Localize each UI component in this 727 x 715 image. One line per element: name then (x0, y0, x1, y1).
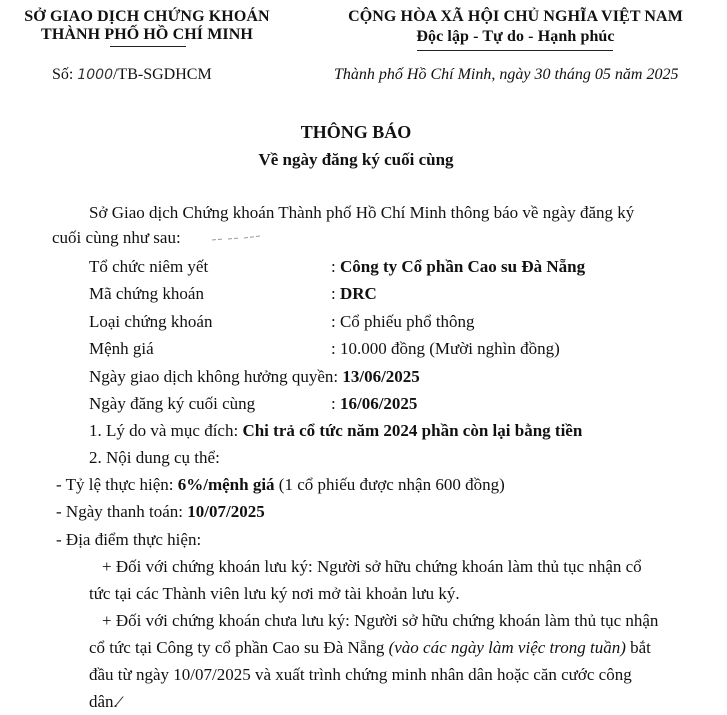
notice-subtitle: Về ngày đăng ký cuối cùng (258, 150, 454, 169)
non-deposited-line2-c: bắt (625, 638, 651, 657)
org-underline (110, 46, 186, 47)
purpose-value: Chi trả cổ tức năm 2024 phần còn lại bằng tiền (242, 421, 583, 440)
payment-date-row (56, 502, 265, 522)
rate-note: (1 cổ phiếu được nhận 600 đồng) (274, 475, 505, 494)
record-date-value: 16/06/2025 (339, 394, 418, 413)
rate-label: - Tỷ lệ thực hiện: (56, 475, 178, 494)
deposited-line2: tức tại các Thành viên lưu ký nơi mở tài khoản lưu ký. (89, 584, 460, 603)
doc-number-suffix: /TB-SGDHCM (112, 66, 212, 83)
ticker-colon: : (331, 284, 340, 303)
place-date: Thành phố Hồ Chí Minh, ngày 30 tháng 05 năm 2025 (334, 66, 679, 83)
doc-number-prefix: Số: (52, 66, 74, 83)
intro-line1: Sở Giao dịch Chứng khoán Thành phố Hồ Chí Minh thông báo về ngày đăng ký (89, 203, 635, 222)
non-deposited-line4 (89, 692, 120, 713)
document-number (52, 66, 212, 84)
issuer-row (331, 257, 585, 277)
issuer-colon: : (331, 257, 340, 276)
ex-right-value: 13/06/2025 (342, 367, 420, 386)
org-name-line2: THÀNH PHỐ HỒ CHÍ MINH (41, 26, 253, 43)
purpose-row (89, 421, 582, 441)
intro-line2: cuối cùng như sau: (52, 228, 181, 247)
ex-right-row (89, 367, 420, 387)
security-type-value: : Cổ phiếu phổ thông (331, 312, 475, 331)
rate-value: 6%/mệnh giá (177, 475, 275, 494)
details-heading: 2. Nội dung cụ thể: (89, 448, 220, 467)
security-type-label: Loại chứng khoán (89, 312, 213, 331)
rate-row (56, 475, 505, 495)
ticker-label: Mã chứng khoán (89, 284, 204, 303)
org-name-line1: SỞ GIAO DỊCH CHỨNG KHOÁN (24, 8, 270, 25)
non-deposited-line2-a: cổ tức tại Công ty cổ phần Cao su Đà Nẵng (89, 638, 389, 657)
ticker-value: DRC (339, 284, 377, 303)
motto-underline (417, 50, 613, 51)
notice-title: THÔNG BÁO (300, 122, 412, 142)
non-deposited-line3: đầu từ ngày 10/07/2025 và xuất trình chứng minh nhân dân hoặc căn cước công (89, 665, 632, 684)
issuer-label: Tổ chức niêm yết (89, 257, 209, 276)
ticker-row (331, 284, 377, 304)
payment-date-label: - Ngày thanh toán: (56, 502, 188, 521)
venue-heading: - Địa điểm thực hiện: (56, 530, 202, 549)
initial-mark: ⁄ (117, 695, 121, 711)
ex-right-label: Ngày giao dịch không hưởng quyền: (89, 367, 343, 386)
par-value-label: Mệnh giá (89, 339, 154, 358)
pen-scribble (210, 229, 262, 237)
record-date-label: Ngày đăng ký cuối cùng (89, 394, 256, 413)
purpose-label: 1. Lý do và mục đích: (89, 421, 243, 440)
motto-line: Độc lập - Tự do - Hạnh phúc (416, 28, 615, 45)
issuer-value: Công ty Cổ phần Cao su Đà Nẵng (339, 257, 586, 276)
non-deposited-line1: + Đối với chứng khoán chưa lưu ký: Người sở hữu chứng khoán làm thủ tục nhận (102, 611, 659, 630)
par-value-value: : 10.000 đồng (Mười nghìn đồng) (331, 339, 560, 358)
non-deposited-line2-italic: (vào các ngày làm việc trong tuần) (388, 638, 626, 657)
doc-number-handwritten: 1000 (77, 67, 113, 83)
deposited-line1: + Đối với chứng khoán lưu ký: Người sở hữu chứng khoán làm thủ tục nhận cổ (102, 557, 642, 576)
non-deposited-line2 (89, 638, 651, 658)
non-deposited-line4-text: dân. (89, 692, 118, 711)
nation-line1: CỘNG HÒA XÃ HỘI CHỦ NGHĨA VIỆT NAM (348, 8, 683, 25)
record-date-colon: : (331, 394, 340, 413)
record-date-row (331, 394, 417, 414)
payment-date-value: 10/07/2025 (187, 502, 265, 521)
